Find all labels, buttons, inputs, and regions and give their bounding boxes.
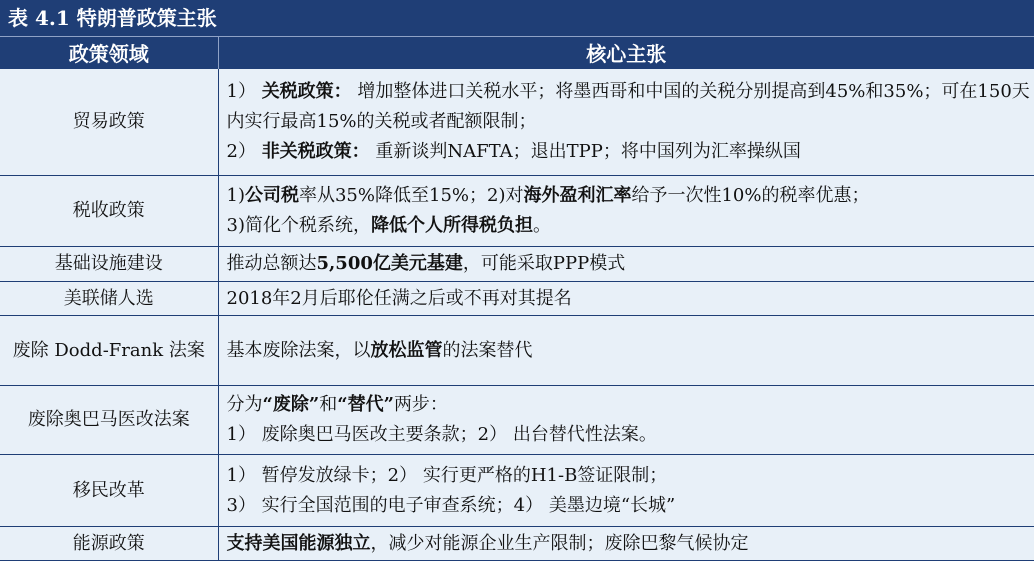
table-row [0, 282, 1034, 316]
row-policy-area: 美联储人选 [0, 282, 218, 316]
proposal-line: 2） 非关税政策： 重新谈判NAFTA；退出TPP；将中国列为汇率操纵国 [226, 141, 801, 162]
row-core-proposal [218, 69, 1034, 176]
proposal-line: 支持美国能源独立，减少对能源企业生产限制；废除巴黎气候协定 [226, 532, 749, 554]
row-policy-area: 移民改革 [0, 455, 218, 527]
row-policy-area: 贸易政策 [0, 69, 218, 176]
table-row [0, 176, 1034, 247]
proposal-line: 分为“废除”和“替代”两步： [226, 394, 448, 415]
proposal-line: 1） 关税政策： 增加整体进口关税水平；将墨西哥和中国的关税分别提高到45%和35%；可在150天内实行最高15%的关税或者配额限制； [226, 81, 1030, 132]
row-policy-area: 废除奥巴马医改法案 [0, 386, 218, 455]
header-core-proposal: 核心主张 [218, 37, 1034, 69]
row-core-proposal [218, 316, 1034, 386]
header-policy-area: 政策领域 [0, 37, 218, 69]
proposal-line: 3） 实行全国范围的电子审查系统；4） 美墨边境“长城” [226, 494, 676, 516]
proposal-line: 基本废除法案，以放松监管的法案替代 [226, 339, 533, 361]
row-core-proposal [218, 527, 1034, 561]
proposal-line: 2018年2月后耶伦任满之后或不再对其提名 [226, 287, 572, 309]
table-row [0, 69, 1034, 176]
table-row [0, 527, 1034, 561]
row-policy-area: 能源政策 [0, 527, 218, 561]
proposal-line: 3)简化个税系统，降低个人所得税负担。 [226, 215, 551, 236]
row-core-proposal [218, 282, 1034, 316]
row-policy-area: 税收政策 [0, 176, 218, 247]
row-core-proposal [218, 176, 1034, 247]
table-row [0, 247, 1034, 282]
policy-table [0, 36, 1034, 561]
proposal-line: 1)公司税率从35%降低至15%；2)对海外盈利汇率给予一次性10%的税率优惠； [226, 185, 870, 206]
table-header-row [0, 37, 1034, 69]
table-row [0, 455, 1034, 527]
table-caption: 表 4.1 特朗普政策主张 [0, 0, 1034, 36]
row-policy-area: 基础设施建设 [0, 247, 218, 282]
row-policy-area: 废除 Dodd-Frank 法案 [0, 316, 218, 386]
row-core-proposal [218, 386, 1034, 455]
table-row [0, 316, 1034, 386]
row-core-proposal [218, 247, 1034, 282]
proposal-line: 1） 暂停发放绿卡；2） 实行更严格的H1-B签证限制； [226, 464, 668, 486]
row-core-proposal [218, 455, 1034, 527]
table-row [0, 386, 1034, 455]
proposal-line: 推动总额达5,500亿美元基建，可能采取PPP模式 [226, 253, 626, 274]
proposal-line: 1） 废除奥巴马医改主要条款；2） 出台替代性法案。 [226, 424, 657, 445]
